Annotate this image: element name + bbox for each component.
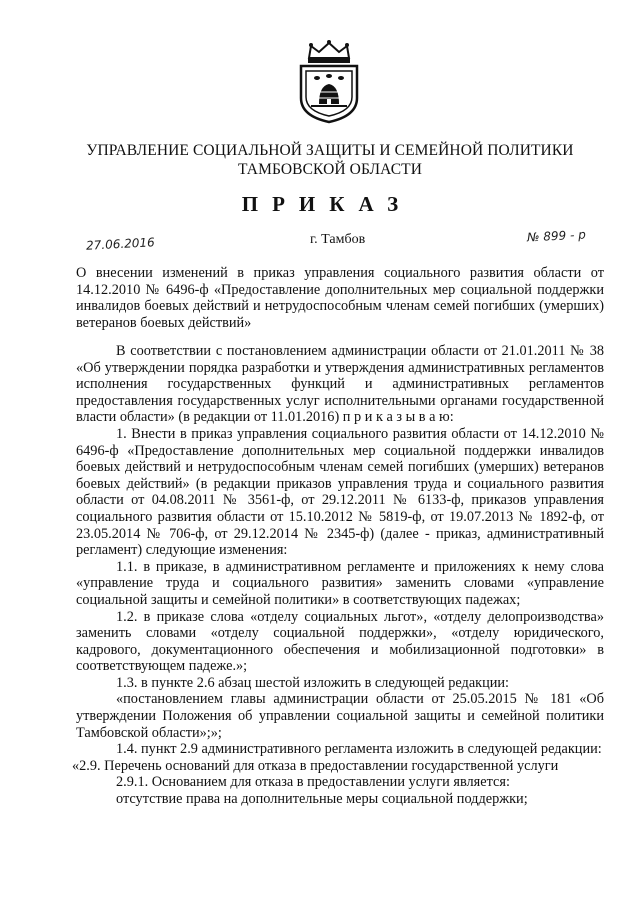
tambov-coat-of-arms-icon <box>297 40 361 124</box>
city: г. Тамбов <box>310 232 366 247</box>
organization-name: УПРАВЛЕНИЕ СОЦИАЛЬНОЙ ЗАЩИТЫ И СЕМЕЙНОЙ ПОЛИТИКИ <box>86 142 574 159</box>
item-1-4-paragraph: 1.4. пункт 2.9 административного регламента изложить в следующей редакции: <box>116 741 602 758</box>
item-1-2-paragraph: 1.2. в приказе слова «отделу социальных льгот», «отделу делопроизводства» заменить словами «отделу социальной поддержки», «отделу юридического, кадрового, документационного обеспечения и мобилизационной подготовки» в соответствующем падеже.»; <box>76 608 604 675</box>
order-body <box>72 343 604 808</box>
item-1-paragraph: 1. Внести в приказ управления социального развития области от 14.12.2010 № 6496-ф «Предоставление дополнительных мер социальной поддержки инвалидов боевых действий и нетрудоспособным членам семей погибших (умерших) ветеранов боевых действий» (в редакции приказов управления труда и социального развития области от 04.08.2011 № 3561-ф, от 29.12.2011 № 6133-ф, приказов управления социального развития области от 15.10.2012 № 5819-ф, от 19.07.2013 № 1892-ф, от 23.05.2014 № 706-ф, от 29.12.2014 № 2345-ф) (далее - приказ, административный регламент) следующие изменения: <box>76 425 604 559</box>
item-1-1-paragraph: 1.1. в приказе, в административном регламенте и приложениях к нему слова «управление труда и социального развития» заменить словами «управление социальной защиты и семейной политики» в соответствующих падежах; <box>76 558 604 608</box>
handwritten-order-number: № 899 - р <box>526 227 587 245</box>
section-2-9-heading: «2.9. Перечень оснований для отказа в предоставлении государственной услуги <box>72 757 559 774</box>
order-subject: О внесении изменений в приказ управления социального развития области от 14.12.2010 № 6496-ф «Предоставление дополнительных мер социальной поддержки инвалидов боевых действий и нетрудоспособным членам семей погибших (умерших) ветеранов боевых действий» <box>76 265 604 331</box>
handwritten-date: 27.06.2016 <box>85 235 156 253</box>
item-1-3-quote-paragraph: «постановлением главы администрации области от 25.05.2015 № 181 «Об утверждении Положения об управлении социальной защиты и семейной политики Тамбовской области»;»; <box>76 691 604 741</box>
preamble-paragraph: В соответствии с постановлением администрации области от 21.01.2011 № 38 «Об утверждении порядка разработки и утверждения административных регламентов исполнения государственных функций и административных регламентов предоставления государственных услуг исполнительными органами государственной власти области» (в редакции от 11.01.2016) п р и к а з ы в а ю: <box>76 343 604 426</box>
document-type-title: ПРИКАЗ <box>241 192 413 216</box>
item-2-9-1-paragraph: 2.9.1. Основанием для отказа в предоставлении услуги является: <box>116 774 510 791</box>
organization-region: ТАМБОВСКОЙ ОБЛАСТИ <box>238 161 422 178</box>
refusal-ground-paragraph: отсутствие права на дополнительные меры социальной поддержки; <box>116 791 528 808</box>
item-1-3-paragraph: 1.3. в пункте 2.6 абзац шестой изложить в следующей редакции: <box>116 674 510 691</box>
